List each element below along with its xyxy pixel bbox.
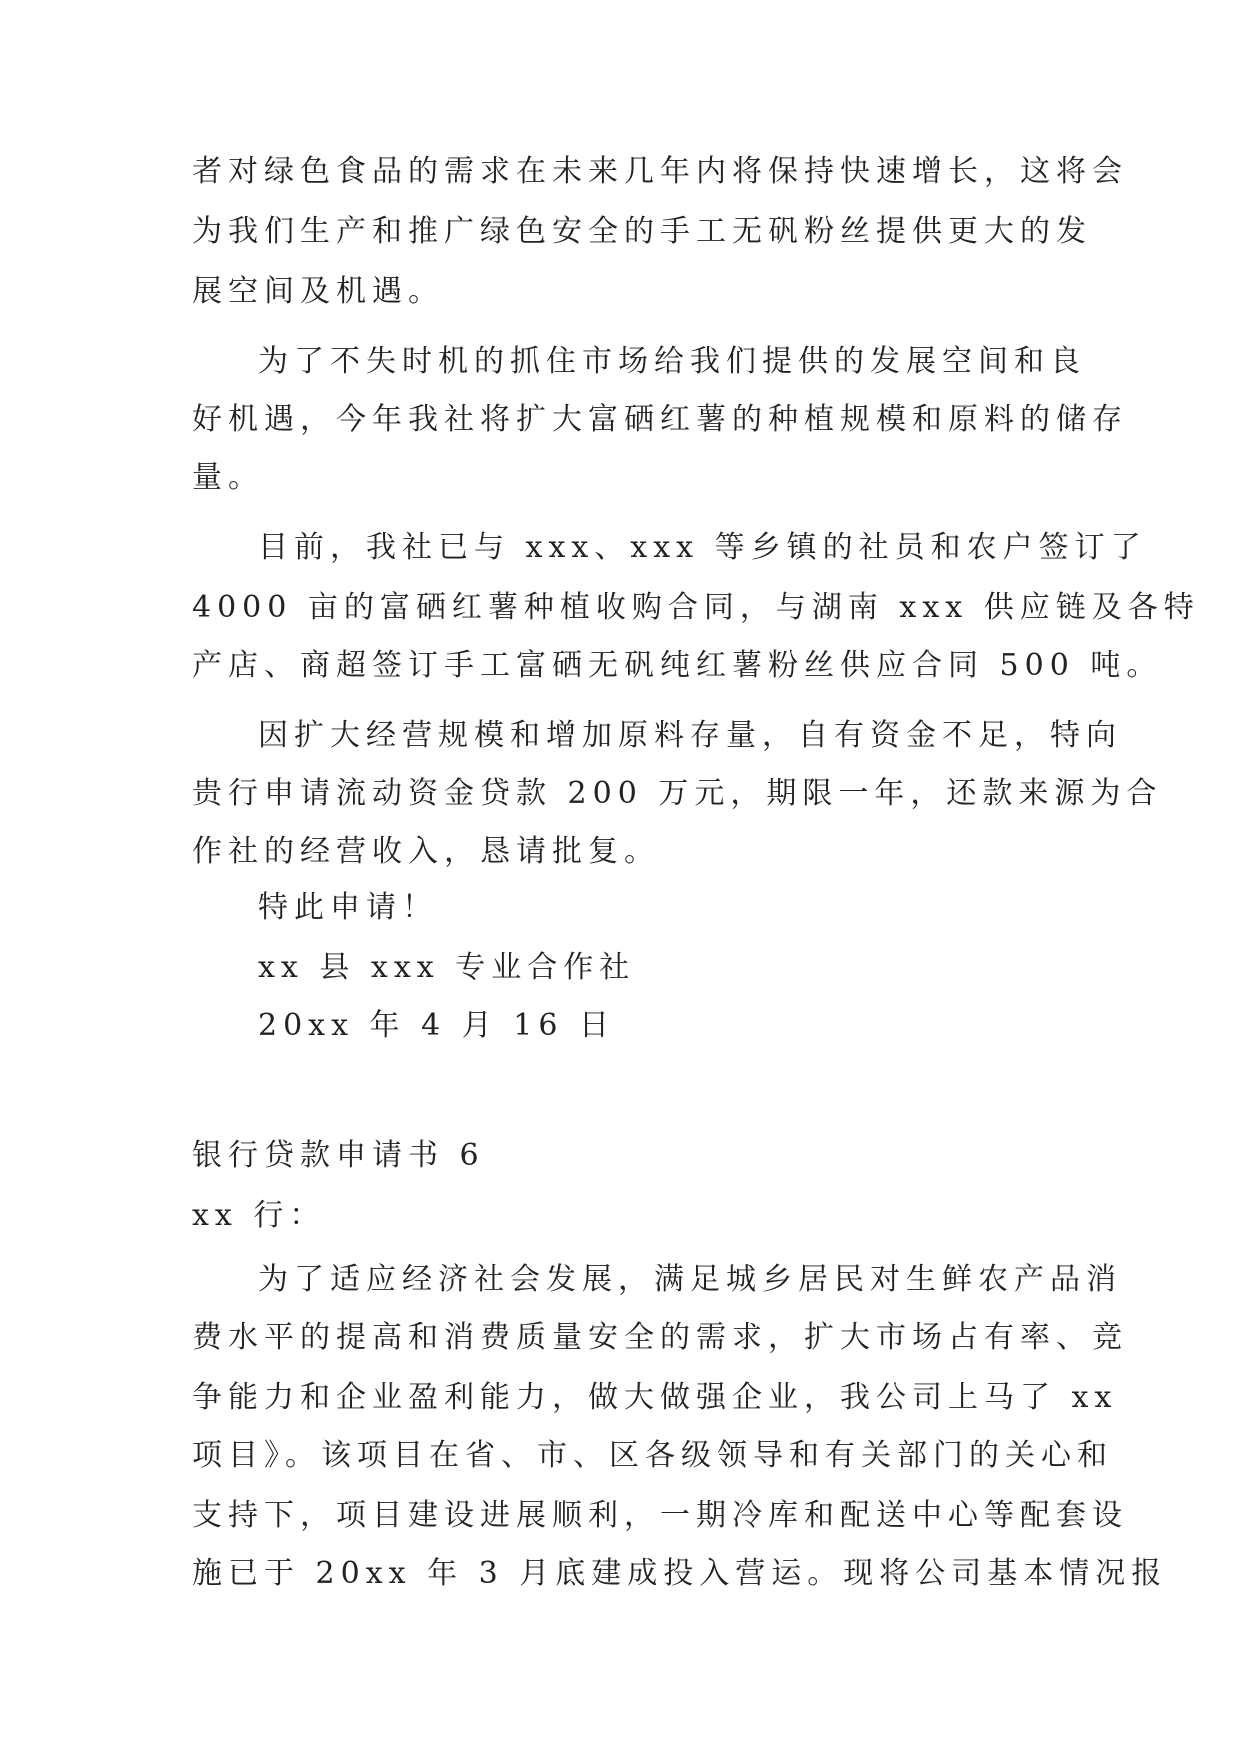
paragraph-line: 者对绿色食品的需求在未来几年内将保持快速增长，这将会 — [192, 154, 1128, 189]
paragraph-line: 项目》。该项目在省、市、区各级领导和有关部门的关心和 — [192, 1438, 1113, 1473]
paragraph-line: 作社的经营收入，恳请批复。 — [192, 834, 660, 869]
paragraph-line: 因扩大经营规模和增加原料存量，自有资金不足，特向 — [258, 718, 1122, 753]
date-text: 20xx 年 4 月 16 日 — [258, 1008, 615, 1043]
paragraph-line: 4000 亩的富硒红薯种植收购合同，与湖南 xxx 供应链及各特 — [192, 590, 1200, 625]
section-heading: 银行贷款申请书 6 — [192, 1138, 485, 1173]
closing-text: 特此申请！ — [258, 890, 438, 925]
paragraph-line: 目前，我社已与 xxx、xxx 等乡镇的社员和农户签订了 — [258, 530, 1147, 565]
paragraph-line: 为了不失时机的抓住市场给我们提供的发展空间和良 — [258, 344, 1086, 379]
salutation-text: xx 行： — [192, 1198, 326, 1233]
paragraph-line: 为了适应经济社会发展，满足城乡居民对生鲜农产品消 — [258, 1262, 1122, 1297]
signature-text: xx 县 xxx 专业合作社 — [258, 950, 636, 985]
paragraph-line: 费水平的提高和消费质量安全的需求，扩大市场占有率、竞 — [192, 1320, 1128, 1355]
paragraph-line: 施已于 20xx 年 3 月底建成投入营运。现将公司基本情况报 — [192, 1556, 1168, 1591]
paragraph-line: 争能力和企业盈利能力，做大做强企业，我公司上马了 xx — [192, 1380, 1118, 1415]
paragraph-line: 量。 — [192, 460, 264, 495]
paragraph-line: 贵行申请流动资金贷款 200 万元，期限一年，还款来源为合 — [192, 776, 1163, 811]
paragraph-line: 产店、商超签订手工富硒无矾纯红薯粉丝供应合同 500 吨。 — [192, 648, 1163, 683]
paragraph-line: 展空间及机遇。 — [192, 274, 444, 309]
paragraph-line: 为我们生产和推广绿色安全的手工无矾粉丝提供更大的发 — [192, 214, 1092, 249]
paragraph-line: 好机遇，今年我社将扩大富硒红薯的种植规模和原料的储存 — [192, 402, 1128, 437]
paragraph-line: 支持下，项目建设进展顺利，一期冷库和配送中心等配套设 — [192, 1498, 1128, 1533]
